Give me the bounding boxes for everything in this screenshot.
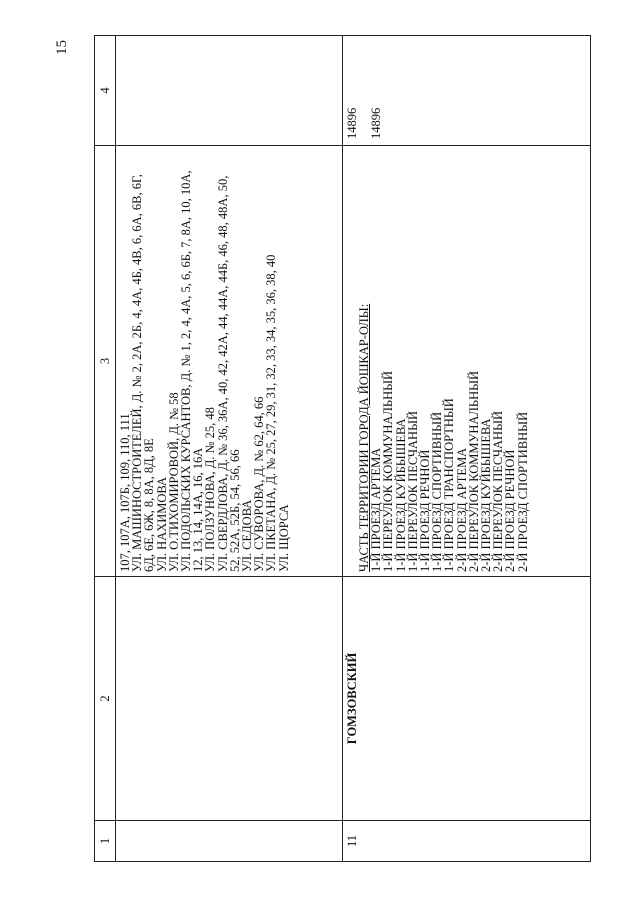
address-line: 107, 107А, 107Б, 109, 110, 111 bbox=[118, 413, 132, 572]
cell-number: 11 bbox=[343, 821, 591, 862]
page-number: 15 bbox=[54, 40, 70, 55]
district-table bbox=[94, 35, 591, 862]
address-line: 2-Й ПРОЕЗД СПОРТИВНЫЙ bbox=[515, 411, 530, 572]
address-line: УЛ. ПОЛЗУНОВА, Д. № 25, 48 bbox=[203, 407, 218, 572]
header-col-3: 3 bbox=[95, 146, 116, 577]
cell-addresses bbox=[116, 146, 343, 577]
population-value: 14896 bbox=[369, 107, 384, 139]
address-line: 1-Й ПРОЕЗД СПОРТИВНЫЙ bbox=[430, 411, 445, 572]
address-line: 1-Й ПРОЕЗД КУЙБЫШЕВА bbox=[393, 418, 408, 572]
address-line: 1-Й ПРОЕЗД ТРАНСПОРТНЫЙ bbox=[442, 398, 457, 572]
header-col-1: 1 bbox=[95, 821, 116, 862]
address-line: УЛ. ПКЕТАНА, Д. № 25, 27, 29, 31, 32, 33, 34, 35, 36, 38, 40 bbox=[264, 254, 279, 572]
cell-district bbox=[116, 577, 343, 821]
address-line: 1-Й ПРОЕЗД РЕЧНОЙ bbox=[418, 449, 433, 572]
address-line: УЛ. СВЕРДЛОВА, Д. № 36, 36А, 40, 42, 42А, 44, 44А, 44Б, 46, 48, 48А, 50, bbox=[215, 175, 230, 572]
address-line: УЛ. НАХИМОВА bbox=[154, 477, 169, 572]
rotated-table-wrapper bbox=[94, 36, 591, 862]
table-row bbox=[116, 36, 343, 862]
address-line: 2-Й ПЕРЕУЛОК КОММУНАЛЬНЫЙ bbox=[466, 370, 481, 572]
address-line: 6Д, 6Е, 6Ж, 8, 8А, 8Д, 8Е bbox=[142, 438, 157, 572]
address-line: 2-Й ПРОЕЗД КУЙБЫШЕВА bbox=[479, 418, 494, 572]
address-line: 12, 13, 14, 14А, 16, 16А bbox=[191, 447, 206, 572]
cell-number bbox=[116, 821, 343, 862]
header-col-2: 2 bbox=[95, 577, 116, 821]
cell-addresses bbox=[343, 146, 591, 577]
address-line: 2-Й ПЕРЕУЛОК ПЕСЧАНЫЙ bbox=[491, 410, 506, 572]
address-line: УЛ. СЕДОВА bbox=[240, 499, 255, 572]
address-line: 1-Й ПЕРЕУЛОК КОММУНАЛЬНЫЙ bbox=[381, 370, 396, 572]
address-line: 1-Й ПРОЕЗД АРТЕМА bbox=[369, 447, 384, 572]
cell-district: ГОМЗОВСКИЙ bbox=[343, 577, 591, 821]
address-line: УЛ. МАШИНОСТРОИТЕЛЕЙ, Д. № 2, 2А, 2Б, 4, 4А, 4Б, 4В, 6, 6А, 6В, 6Г, bbox=[130, 174, 145, 572]
header-col-4: 4 bbox=[95, 36, 116, 146]
address-line: 2-Й ПРОЕЗД АРТЕМА bbox=[454, 447, 469, 572]
territory-title: ЧАСТЬ ТЕРРИТОРИИ ГОРОДА ЙОШКАР-ОЛЫ: bbox=[357, 303, 371, 572]
population-value: 14896 bbox=[345, 107, 359, 139]
address-line: УЛ. О.ТИХОМИРОВОЙ, Д. № 58 bbox=[166, 392, 181, 572]
cell-value bbox=[116, 36, 343, 146]
address-line: 52, 52А, 52Б, 54, 56, 66 bbox=[227, 449, 242, 572]
address-line: 1-Й ПЕРЕУЛОК ПЕСЧАНЫЙ bbox=[405, 410, 420, 572]
address-line: 2-Й ПРОЕЗД РЕЧНОЙ bbox=[503, 449, 518, 572]
address-line: УЛ. ПОДОЛЬСКИХ КУРСАНТОВ, Д. № 1, 2, 4, 4А, 5, 6, 6Б, 7, 8А, 10, 10А, bbox=[179, 170, 194, 572]
address-line: УЛ. ЩОРСА bbox=[276, 504, 291, 572]
cell-value bbox=[343, 36, 591, 146]
table-row bbox=[343, 36, 591, 862]
header-row bbox=[95, 36, 116, 862]
address-line: УЛ. СУВОРОВА, Д. № 62, 64, 66 bbox=[252, 396, 267, 572]
